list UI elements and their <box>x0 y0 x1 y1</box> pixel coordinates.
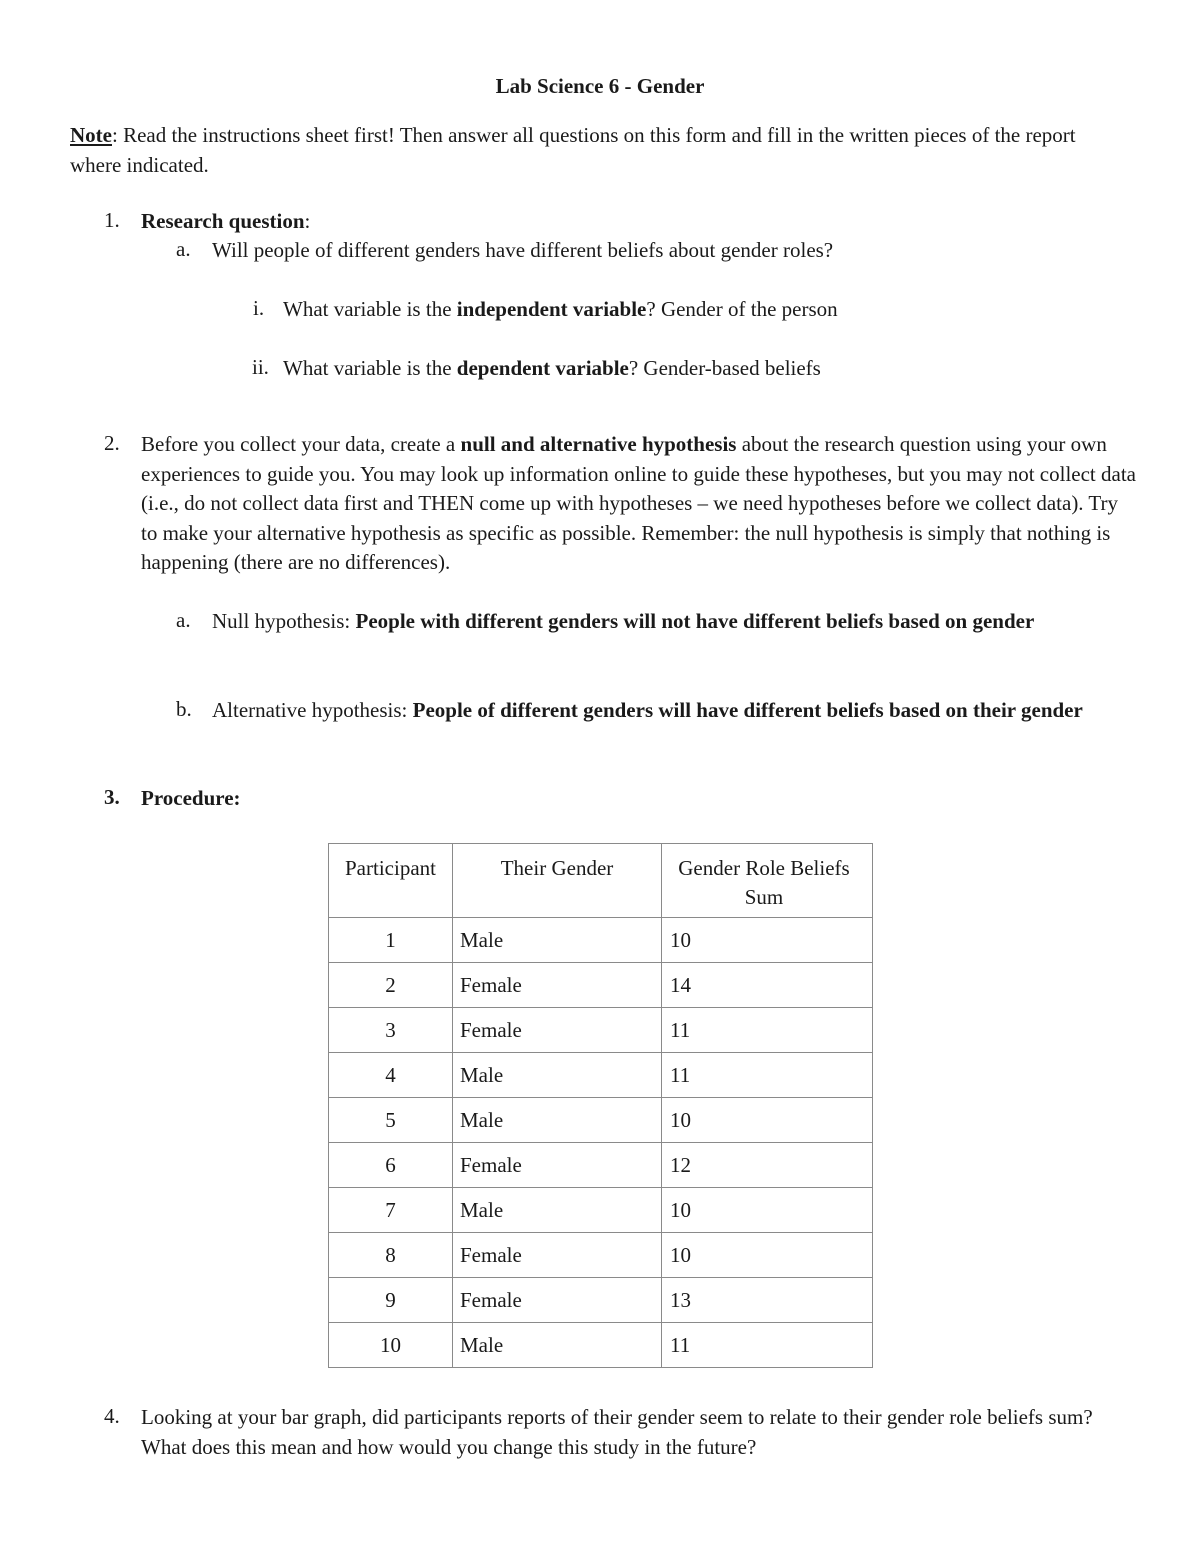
q1ii-number: ii. <box>252 355 269 379</box>
q2-post: about the research question using your own experiences to guide you. You may look up information online to guide these hypotheses, but you may not collect data (i.e., do not collect data first and THEN come up with hypotheses – we need hypotheses before we collect data). Try to make your alternative hypothesis as specific as possible. Remember: the null hypothesis is simply that nothing is happening (there are no differences). <box>141 432 1136 575</box>
q2b-number: b. <box>176 697 192 721</box>
cell-beliefs-sum: 12 <box>662 1143 873 1188</box>
cell-beliefs-sum: 11 <box>662 1008 873 1053</box>
table-row <box>329 963 873 1008</box>
table-row <box>329 918 873 963</box>
cell-gender: Female <box>453 1233 662 1278</box>
q4-number: 4. <box>104 1404 120 1428</box>
cell-participant: 10 <box>329 1323 453 1368</box>
null-hypothesis-answer: People with different genders will not have different beliefs based on gender <box>355 609 1035 633</box>
cell-participant: 2 <box>329 963 453 1008</box>
cell-gender: Male <box>453 1053 662 1098</box>
q3-label: Procedure: <box>141 786 241 810</box>
cell-beliefs-sum: 10 <box>662 1188 873 1233</box>
q1i-pre: What variable is the <box>283 297 457 321</box>
q2a-text <box>212 607 1092 637</box>
note-paragraph <box>70 120 1130 180</box>
cell-gender: Female <box>453 1143 662 1188</box>
cell-gender: Male <box>453 1188 662 1233</box>
table-row <box>329 1188 873 1233</box>
q1-number: 1. <box>104 208 120 232</box>
q2b-text <box>212 696 1132 726</box>
table-row <box>329 1233 873 1278</box>
cell-beliefs-sum: 10 <box>662 918 873 963</box>
cell-beliefs-sum: 11 <box>662 1323 873 1368</box>
table-row <box>329 1008 873 1053</box>
header-gender: Their Gender <box>453 844 662 918</box>
q1-label: Research question <box>141 209 305 233</box>
cell-beliefs-sum: 10 <box>662 1098 873 1143</box>
cell-participant: 1 <box>329 918 453 963</box>
note-label: Note <box>70 123 112 147</box>
cell-participant: 4 <box>329 1053 453 1098</box>
cell-beliefs-sum: 11 <box>662 1053 873 1098</box>
q3-number: 3. <box>104 785 120 809</box>
q2-number: 2. <box>104 431 120 455</box>
q2-text <box>141 430 1136 578</box>
data-table-container <box>328 843 873 1368</box>
q1i-answer: ? Gender of the person <box>646 297 838 321</box>
null-hypothesis-label: Null hypothesis: <box>212 609 356 633</box>
cell-gender: Male <box>453 1323 662 1368</box>
table-row <box>329 1278 873 1323</box>
q1-suffix: : <box>304 209 311 233</box>
table-row <box>329 1098 873 1143</box>
q1ii-text <box>283 354 1133 384</box>
q1i-number: i. <box>253 296 265 320</box>
note-text: : Read the instructions sheet first! Then answer all questions on this form and fill in the written pieces of the report where indicated. <box>70 123 1076 177</box>
q1a-text: Will people of different genders have different beliefs about gender roles? <box>212 238 834 262</box>
table-row <box>329 1143 873 1188</box>
cell-gender: Male <box>453 1098 662 1143</box>
table-header-row <box>329 844 873 918</box>
cell-gender: Female <box>453 1278 662 1323</box>
table-row <box>329 1053 873 1098</box>
alt-hypothesis-label: Alternative hypothesis: <box>212 698 413 722</box>
alt-hypothesis-answer: People of different genders will have different beliefs based on their gender <box>412 698 1083 722</box>
q1ii-answer: ? Gender-based beliefs <box>628 356 821 380</box>
cell-participant: 8 <box>329 1233 453 1278</box>
cell-participant: 7 <box>329 1188 453 1233</box>
q2-pre: Before you collect your data, create a <box>141 432 461 456</box>
participant-table <box>328 843 873 1368</box>
q4-text: Looking at your bar graph, did participants reports of their gender seem to relate to their gender role beliefs sum? What does this mean and how would you change this study in the future? <box>141 1405 1093 1459</box>
cell-gender: Female <box>453 1008 662 1053</box>
q1i-text <box>283 295 1133 325</box>
cell-participant: 3 <box>329 1008 453 1053</box>
q1a-number: a. <box>176 237 191 261</box>
q2a-number: a. <box>176 608 191 632</box>
q1ii-bold: dependent variable <box>456 356 629 380</box>
q1i-bold: independent variable <box>456 297 647 321</box>
cell-participant: 9 <box>329 1278 453 1323</box>
table-row <box>329 1323 873 1368</box>
header-participant: Participant <box>329 844 453 918</box>
q1ii-pre: What variable is the <box>283 356 457 380</box>
q1-heading <box>141 207 1131 237</box>
cell-beliefs-sum: 10 <box>662 1233 873 1278</box>
cell-gender: Female <box>453 963 662 1008</box>
cell-beliefs-sum: 14 <box>662 963 873 1008</box>
page-title: Lab Science 6 - Gender <box>495 74 705 98</box>
cell-beliefs-sum: 13 <box>662 1278 873 1323</box>
cell-participant: 5 <box>329 1098 453 1143</box>
cell-gender: Male <box>453 918 662 963</box>
q2-bold: null and alternative hypothesis <box>460 432 737 456</box>
header-beliefs-sum: Gender Role Beliefs Sum <box>662 844 873 918</box>
cell-participant: 6 <box>329 1143 453 1188</box>
